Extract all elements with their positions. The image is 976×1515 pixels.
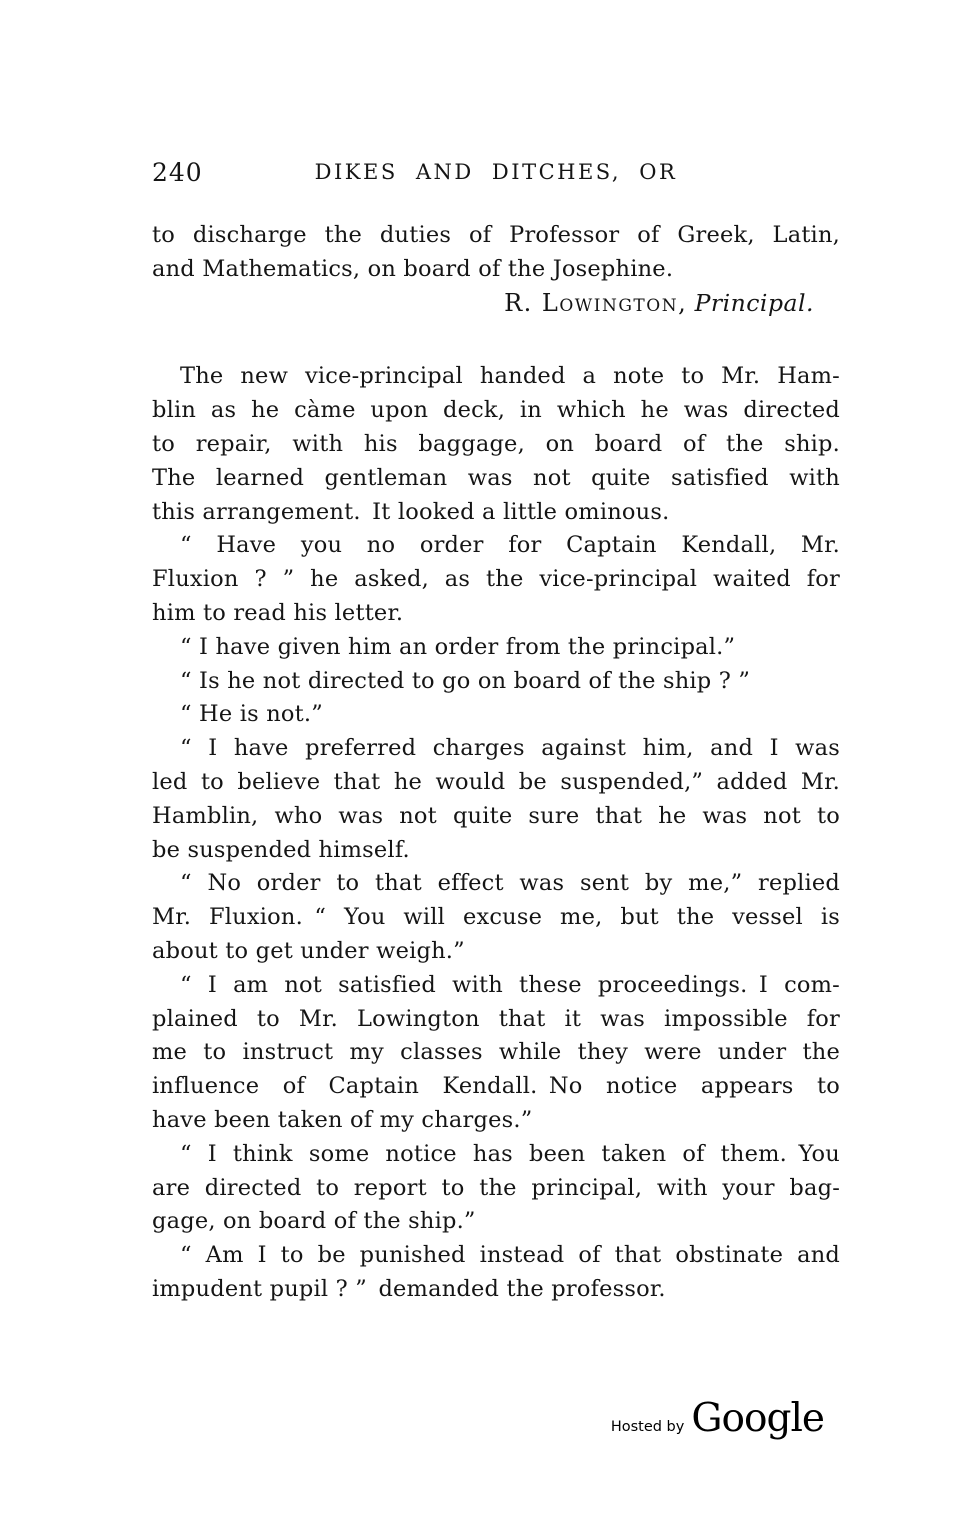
text-line: Hamblin, who was not quite sure that he was not to (152, 802, 840, 829)
paragraph (152, 665, 840, 699)
paragraph (152, 1138, 840, 1239)
signature-name: R. Lowington, (504, 288, 688, 317)
text-line: are directed to report to the principal, with your bag- (152, 1174, 840, 1201)
text-line: influence of Captain Kendall. No notice appears to (152, 1073, 840, 1100)
page-number: 240 (152, 158, 203, 187)
running-header (152, 156, 840, 188)
text-line: “ I think some notice has been taken of them. You (180, 1140, 840, 1167)
signature-line (152, 287, 840, 322)
text-line: and Mathematics, on board of the Josephine. (152, 255, 674, 282)
text-line: to repair, with his baggage, on board of the ship. (152, 430, 840, 457)
signature-title: Principal. (694, 288, 814, 317)
text-line: about to get under weigh.” (152, 937, 465, 964)
text-line: have been taken of my charges.” (152, 1106, 533, 1133)
text-block (152, 219, 840, 1307)
paragraph (152, 698, 840, 732)
hosted-by-google-mark (0, 1396, 824, 1441)
text-line: led to believe that he would be suspended,” added Mr. (152, 768, 840, 795)
paragraph (152, 969, 840, 1138)
hosted-by-label: Hosted by (610, 1419, 685, 1435)
paragraph (152, 1239, 840, 1307)
text-line: impudent pupil ? ” demanded the professor. (152, 1275, 666, 1302)
text-line: be suspended himself. (152, 836, 410, 863)
text-line: this arrangement. It looked a little ominous. (152, 498, 670, 525)
paragraph (152, 867, 840, 968)
text-line: “ I have given him an order from the principal.” (180, 633, 736, 660)
paragraph-letter-end (152, 219, 840, 287)
text-line: blin as he càme upon deck, in which he was directed (152, 397, 840, 424)
text-line: “ Is he not directed to go on board of the ship ? ” (180, 667, 751, 694)
text-line: “ I am not satisfied with these proceedings. I com- (180, 971, 840, 998)
text-line: Mr. Fluxion. “ You will excuse me, but the vessel is (152, 904, 840, 931)
text-line: “ No order to that effect was sent by me,” replied (180, 870, 840, 897)
text-line: “ He is not.” (180, 701, 323, 728)
text-line: to discharge the duties of Professor of Greek, Latin, (152, 222, 840, 248)
running-title: DIKES AND DITCHES, OR (314, 160, 678, 184)
google-logo: Google (691, 1396, 824, 1441)
text-line: The new vice-principal handed a note to Mr. Ham- (180, 363, 840, 390)
text-line: Fluxion ? ” he asked, as the vice-principal waited for (152, 566, 840, 593)
text-line: him to read his letter. (152, 599, 404, 626)
paragraph (152, 360, 840, 529)
text-line: “ Have you no order for Captain Kendall, Mr. (180, 532, 840, 559)
text-line: “ I have preferred charges against him, and I was (180, 735, 840, 762)
paragraph (152, 529, 840, 630)
text-line: me to instruct my classes while they were under the (152, 1039, 840, 1066)
text-line: plained to Mr. Lowington that it was impossible for (152, 1005, 840, 1032)
text-line: “ Am I to be punished instead of that obstinate and (180, 1242, 840, 1269)
paragraph (152, 631, 840, 665)
text-line: gage, on board of the ship.” (152, 1208, 476, 1235)
text-line: The learned gentleman was not quite satisfied with (152, 464, 840, 491)
paragraph (152, 732, 840, 867)
